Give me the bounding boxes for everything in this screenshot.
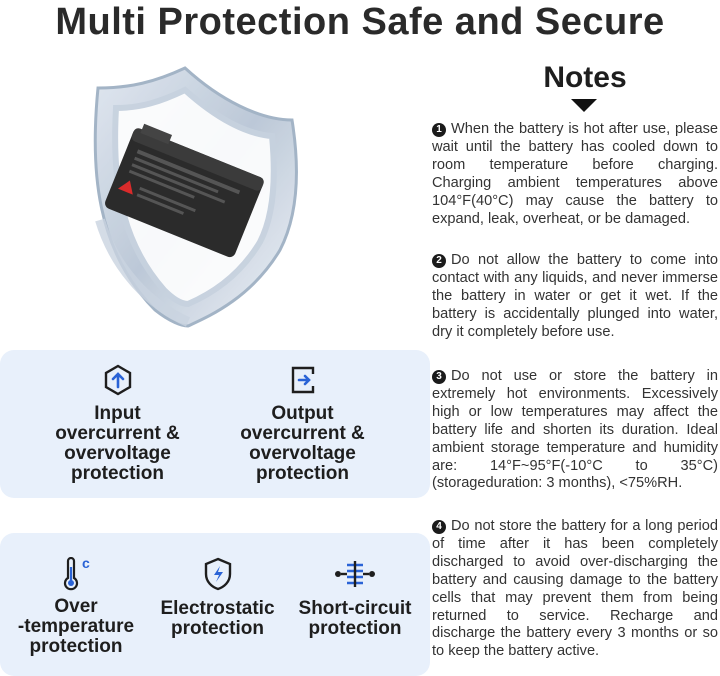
note-item-2	[432, 252, 718, 342]
notes-title: Notes	[543, 61, 627, 94]
note-text: Do not allow the battery to come into contact with any liquids, and never immerse the battery in water or get it wet. If the battery is accidentally plunged into water, dry it completely before use.	[432, 252, 718, 340]
note-number: 2	[432, 254, 446, 268]
page-title: Multi Protection Safe and Secure	[55, 1, 665, 43]
feature-label: Input overcurrent & overvoltage protection	[55, 403, 180, 484]
circuit-icon	[333, 557, 377, 591]
note-text: When the battery is hot after use, please wait until the battery has cooled down to room temperature before charging. Charging ambient temperatures above 104°F(40°C) may cause the battery to expand, leak, overheat, or be damaged.	[432, 121, 718, 227]
note-item-4	[432, 518, 718, 661]
feature-label: Over -temperature protection	[17, 596, 135, 657]
feature-electrostatic	[150, 557, 285, 639]
arrow-up-hexagon-icon	[103, 364, 133, 396]
feature-label: Short-circuit protection	[298, 598, 412, 639]
arrow-out-box-icon	[288, 364, 318, 396]
protection-panel-bottom	[0, 533, 430, 676]
feature-over-temperature	[2, 557, 150, 657]
note-text: Do not use or store the battery in extremely hot environments. Excessively high or low temperatures may affect the battery life and shorten its duration. Ideal ambient storage temperature and humidity are: 14°F~95°F(-10°C to 35°C) (storageduration: 3 months), <75%RH.	[432, 368, 718, 492]
shield-battery-illustration	[60, 60, 320, 330]
feature-short-circuit	[285, 557, 425, 639]
feature-label: Electrostatic protection	[160, 598, 275, 639]
feature-label: Output overcurrent & overvoltage protection	[240, 403, 365, 484]
feature-output-protection	[225, 364, 380, 484]
lightning-shield-icon	[203, 557, 233, 591]
note-item-1	[432, 121, 718, 228]
note-number: 4	[432, 520, 446, 534]
feature-input-protection	[40, 364, 195, 484]
protection-panel-top	[0, 350, 430, 498]
note-item-3	[432, 368, 718, 493]
note-number: 1	[432, 123, 446, 137]
thermometer-icon	[58, 557, 94, 591]
note-number: 3	[432, 370, 446, 384]
thermometer-unit: c	[82, 555, 90, 571]
triangle-down-icon	[571, 99, 597, 112]
note-text: Do not store the battery for a long period of time after it has been completely discharged to avoid over-discharging the battery and causing damage to the battery cells that may prevent them from being returned to service. Recharge and discharge the battery every 3 months or so to keep the battery active.	[432, 518, 718, 660]
